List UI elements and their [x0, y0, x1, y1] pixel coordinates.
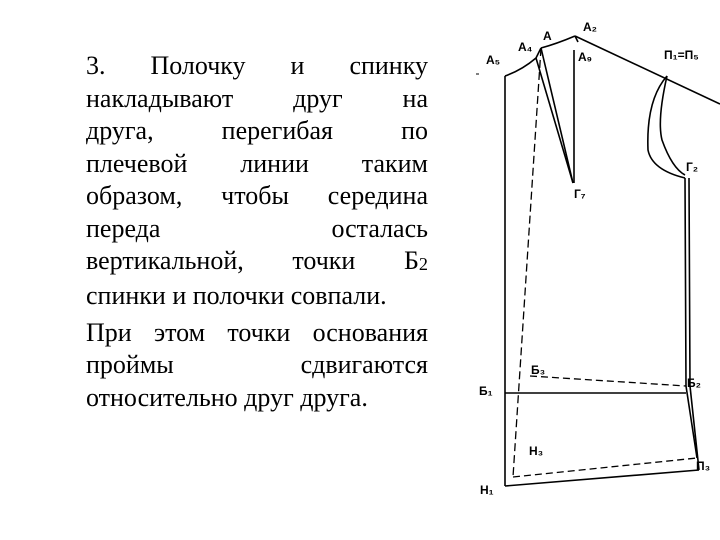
text-line: переда осталась [86, 213, 428, 243]
label-b2: Б₂ [687, 376, 701, 390]
label-a4: А₄ [518, 40, 533, 54]
label-g7: Г₇ [574, 187, 586, 201]
text-line: плечевой линии таким [86, 148, 428, 178]
front-neckline [505, 58, 536, 76]
subscript: 2 [418, 253, 428, 274]
label-a9: А₉ [578, 50, 593, 64]
hem-line-shifted [513, 458, 697, 477]
text-line: 3. Полочку и спинку [86, 51, 428, 80]
label-n3: Н₃ [529, 444, 544, 458]
label-b1: Б₁ [479, 384, 493, 398]
back-center-dashed [513, 48, 544, 477]
label-p3: П₃ [696, 459, 711, 473]
text-line: проймы сдвигаются [86, 350, 428, 380]
bust-line-shifted [530, 376, 686, 386]
armhole-front [648, 76, 685, 178]
armhole-back [660, 76, 685, 175]
text-line: друга, перегибая по [86, 116, 428, 145]
hem-line [505, 470, 699, 486]
label-b3: Б₃ [531, 363, 546, 377]
label-n1: Н₁ [480, 483, 494, 497]
side-seam-back [689, 178, 699, 470]
text-line: образом, чтобы середина [86, 181, 428, 210]
text-line: вертикальной, точки Б [86, 246, 419, 275]
text-line: При этом точки основания [86, 317, 428, 347]
dart-line-right [541, 48, 573, 183]
label-g2: Г₂ [686, 160, 699, 174]
label-p1-p5: П₁=П₅ [664, 48, 699, 62]
text-line: спинки и полочки совпали. [86, 281, 387, 311]
side-seam-front [685, 178, 697, 458]
label-a5: А₅ [486, 53, 501, 67]
text-line: накладывают друг на [86, 83, 428, 113]
label-a2: А₂ [583, 20, 597, 34]
shoulder-line [575, 36, 720, 104]
dart-line-left [536, 58, 573, 183]
label-a: А [543, 29, 552, 43]
text-line: относительно друг друга. [86, 382, 368, 412]
